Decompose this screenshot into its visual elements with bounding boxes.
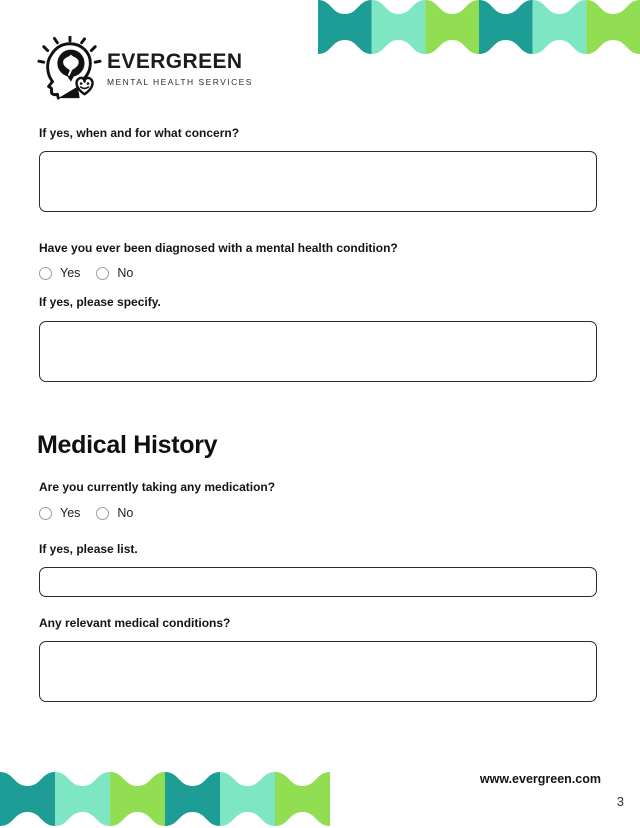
specify-textarea[interactable] (39, 321, 597, 382)
ray (95, 61, 100, 62)
diagnosed-no-option[interactable] (96, 266, 133, 280)
ray (44, 47, 48, 51)
medication-no-label: No (117, 506, 134, 520)
medication-no-option[interactable] (96, 506, 133, 520)
medication-radio-group (39, 505, 149, 521)
ray (54, 38, 57, 42)
page-number: 3 (616, 794, 624, 809)
brand-tagline: MENTAL HEALTH SERVICES (107, 77, 253, 87)
face-profile (49, 82, 59, 99)
wave-strip (586, 0, 640, 54)
ray (82, 39, 85, 43)
medication-no-radio[interactable] (96, 507, 109, 520)
diagnosed-no-radio[interactable] (96, 267, 109, 280)
wave-strip (372, 0, 426, 54)
wave-strip (110, 772, 165, 826)
wave-strip (533, 0, 587, 54)
diagnosed-question-label: Have you ever been diagnosed with a mental health condition? (39, 241, 398, 255)
wave-strip (479, 0, 533, 54)
wave-strip (165, 772, 220, 826)
wave-strip (220, 772, 275, 826)
wave-decoration-bottom (0, 772, 330, 826)
medication-list-question-label: If yes, please list. (39, 542, 138, 556)
medication-yes-label: Yes (60, 506, 81, 520)
wave-strip (275, 772, 330, 826)
conditions-question-label: Any relevant medical conditions? (39, 616, 231, 630)
wave-strip (55, 772, 110, 826)
medical-history-heading: Medical History (37, 431, 218, 459)
diagnosed-yes-radio[interactable] (39, 267, 52, 280)
heart (77, 78, 93, 94)
conditions-textarea[interactable] (39, 641, 597, 702)
medication-yes-radio[interactable] (39, 507, 52, 520)
medication-yes-option[interactable] (39, 506, 80, 520)
medication-list-input[interactable] (39, 567, 597, 597)
medication-question-label: Are you currently taking any medication? (39, 480, 276, 494)
wave-strip (425, 0, 479, 54)
ray (91, 47, 95, 51)
specify-question-label: If yes, please specify. (39, 295, 161, 309)
head-brain-heart-icon (36, 36, 102, 102)
ray (39, 61, 44, 62)
website-url: www.evergreen.com (479, 772, 601, 786)
brand-name: EVERGREEN (107, 50, 243, 73)
diagnosed-radio-group (39, 265, 149, 281)
neck (58, 86, 79, 98)
diagnosed-yes-option[interactable] (39, 266, 80, 280)
concern-question-label: If yes, when and for what concern? (39, 126, 240, 140)
concern-textarea[interactable] (39, 151, 597, 212)
brain-tail (65, 73, 76, 82)
logo-text (107, 51, 253, 87)
brand-logo (36, 36, 253, 102)
wave-decoration-top (318, 0, 640, 54)
wave-strip (318, 0, 372, 54)
wave-strip (0, 772, 55, 826)
heart-eye (80, 82, 83, 85)
heart-eye (87, 82, 90, 85)
diagnosed-yes-label: Yes (60, 266, 81, 280)
diagnosed-no-label: No (117, 266, 134, 280)
